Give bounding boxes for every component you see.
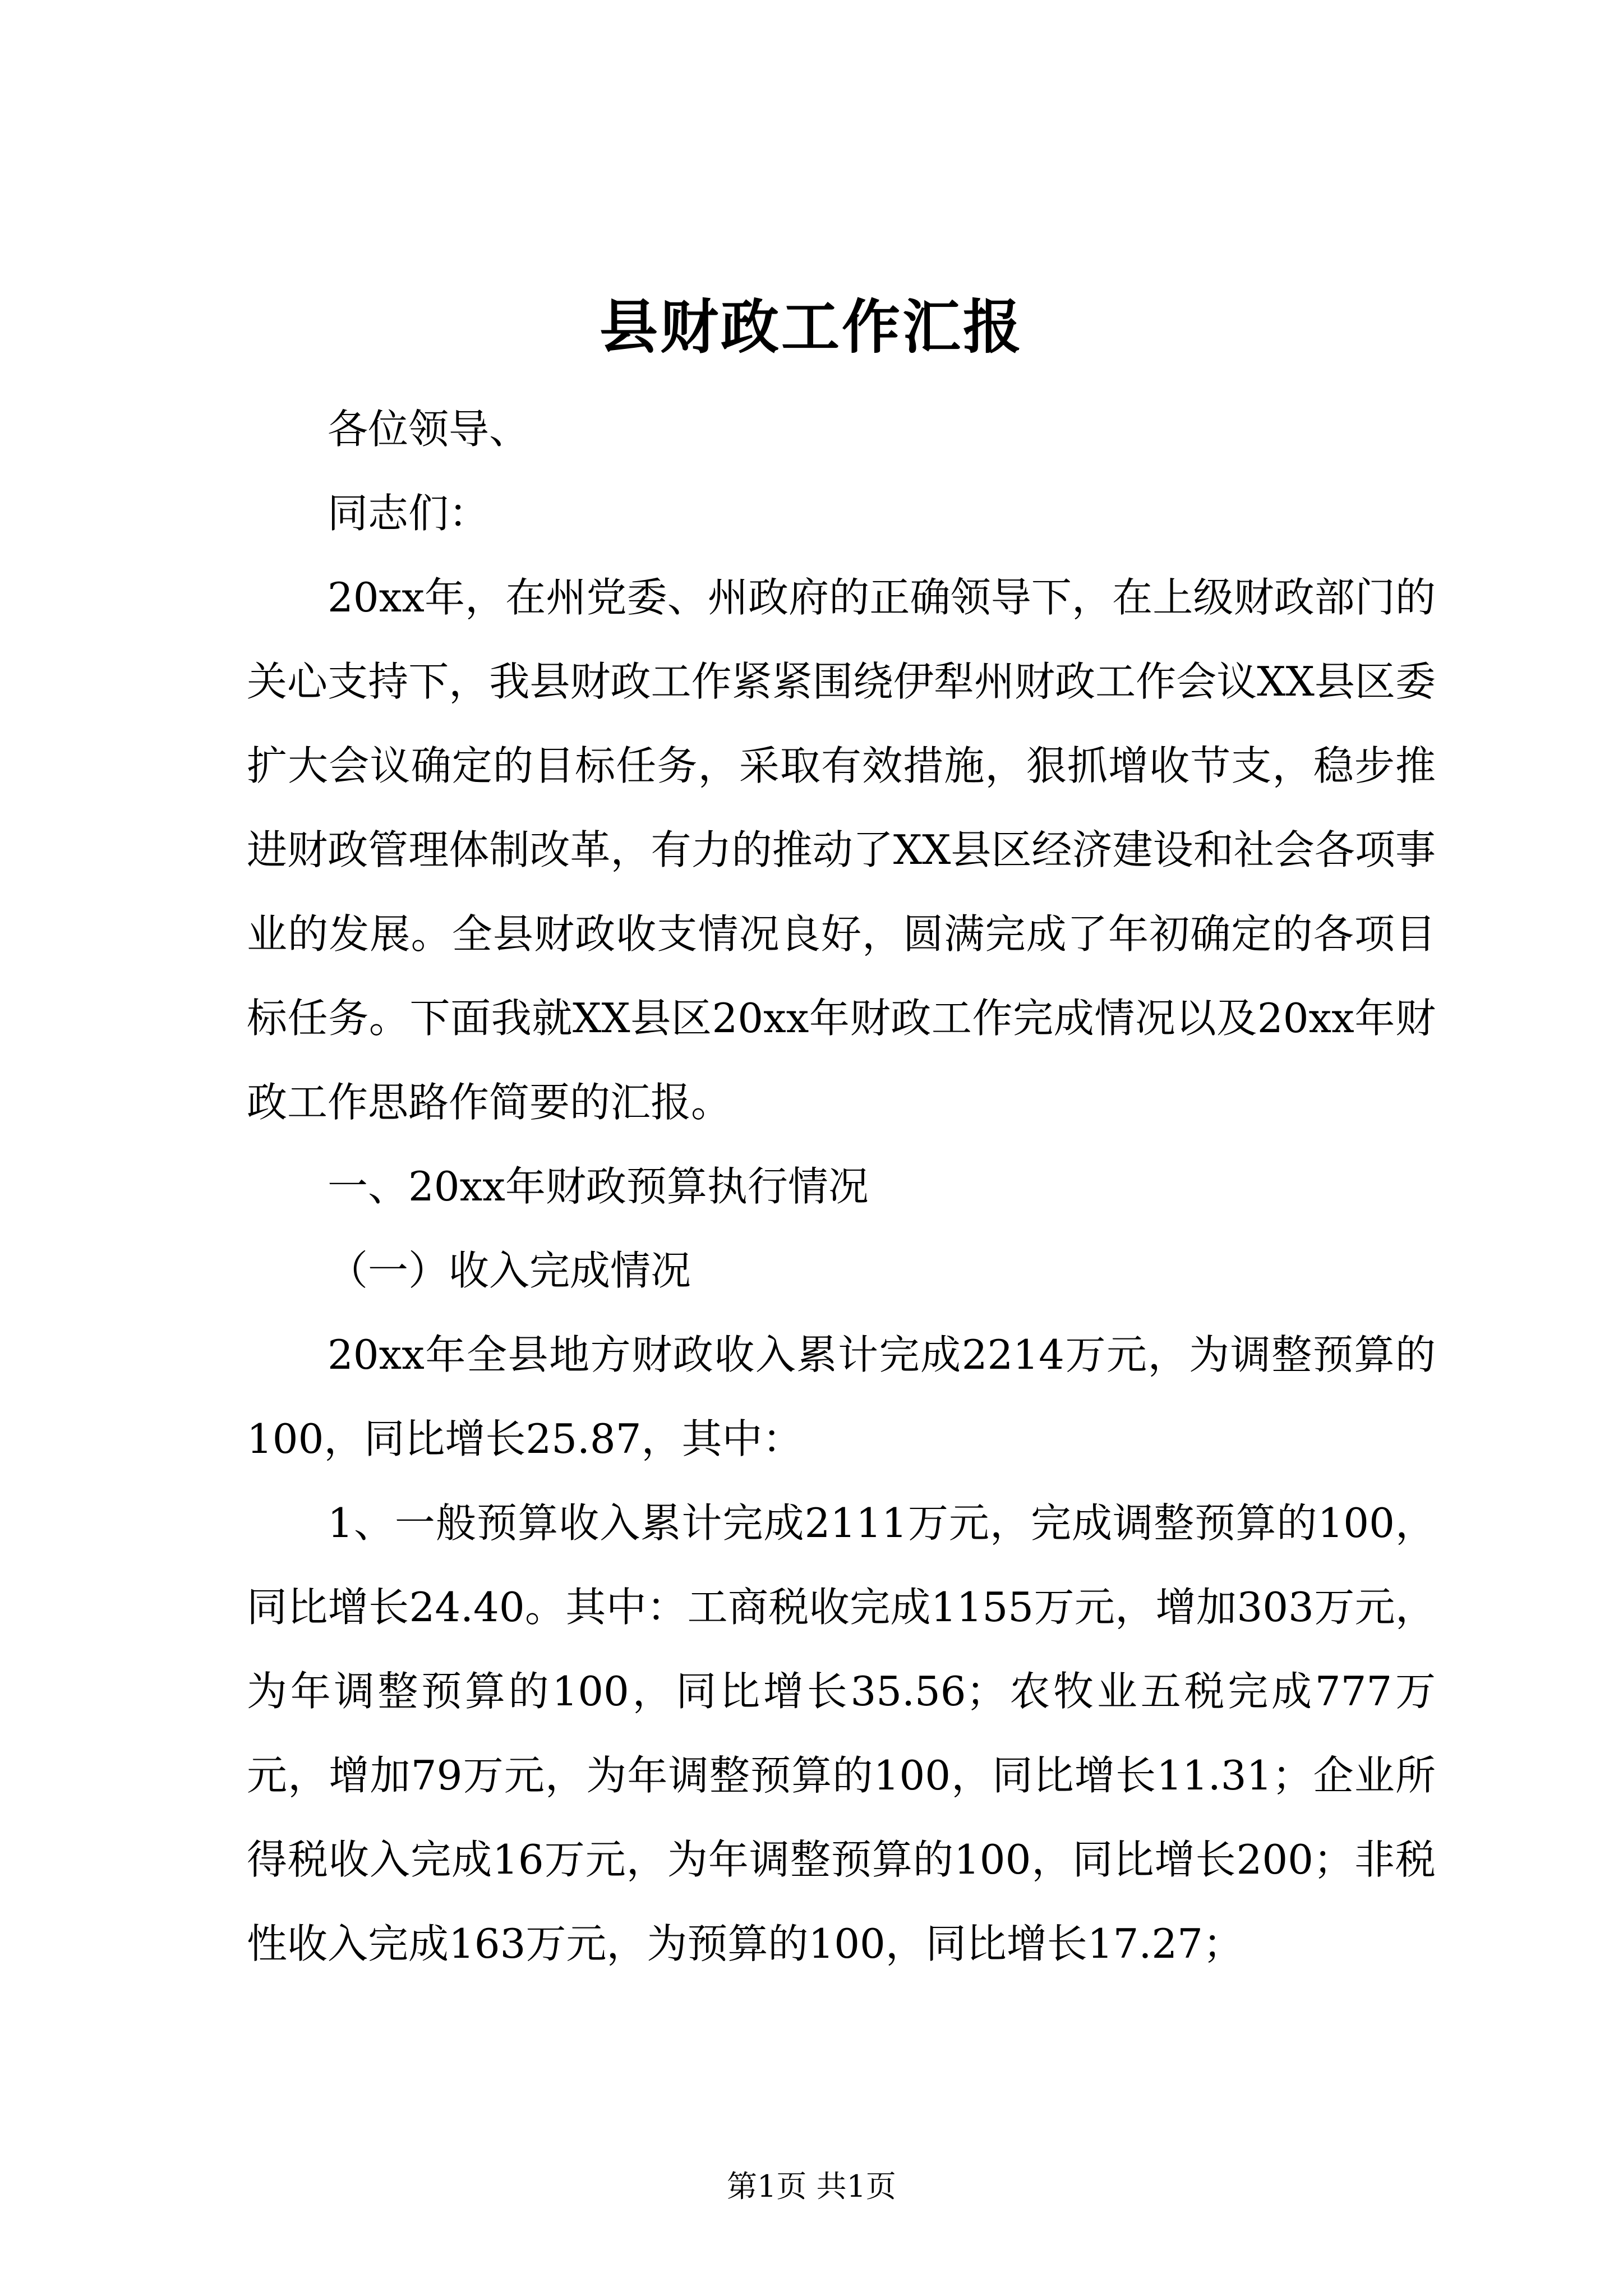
- document-title: 县财政工作汇报: [599, 292, 1023, 361]
- salutation-comrades: 同志们：: [328, 490, 490, 537]
- section-heading-1: 一、20xx年财政预算执行情况: [328, 1163, 869, 1210]
- salutation-leaders: 各位领导、: [328, 406, 530, 453]
- intro-paragraph: 20xx年，在州党委、州政府的正确领导下，在上级财政部门的关心支持下，我县财政工作紧紧围绕伊犁州财政工作会议XX县区委扩大会议确定的目标任务，采取有效措施，狠抓增收节支，稳步推进财政管理体制改革，有力的推动了XX县区经济建设和社会各项事业的发展。全县财政收支情况良好，圆满完成了年初确定的各项目标任务。下面我就XX县区20xx年财政工作完成情况以及20xx年财政工作思路作简要的汇报。: [247, 574, 1436, 1126]
- document-body: [247, 387, 1436, 1986]
- budget-revenue-paragraph: 1、一般预算收入累计完成2111万元，完成调整预算的100，同比增长24.40。其中：工商税收完成1155万元，增加303万元，为年调整预算的100，同比增长35.56；农牧业五税完成777万元，增加79万元，为年调整预算的100，同比增长11.31；企业所得税收入完成16万元，为年调整预算的100，同比增长200；非税性收入完成163万元，为预算的100，同比增长17.27；: [247, 1499, 1436, 1967]
- subsection-heading-1: （一）收入完成情况: [328, 1247, 691, 1294]
- page-footer: 第1页 共1页: [727, 2169, 896, 2204]
- revenue-summary-paragraph: 20xx年全县地方财政收入累计完成2214万元，为调整预算的100，同比增长25.87，其中：: [247, 1331, 1436, 1462]
